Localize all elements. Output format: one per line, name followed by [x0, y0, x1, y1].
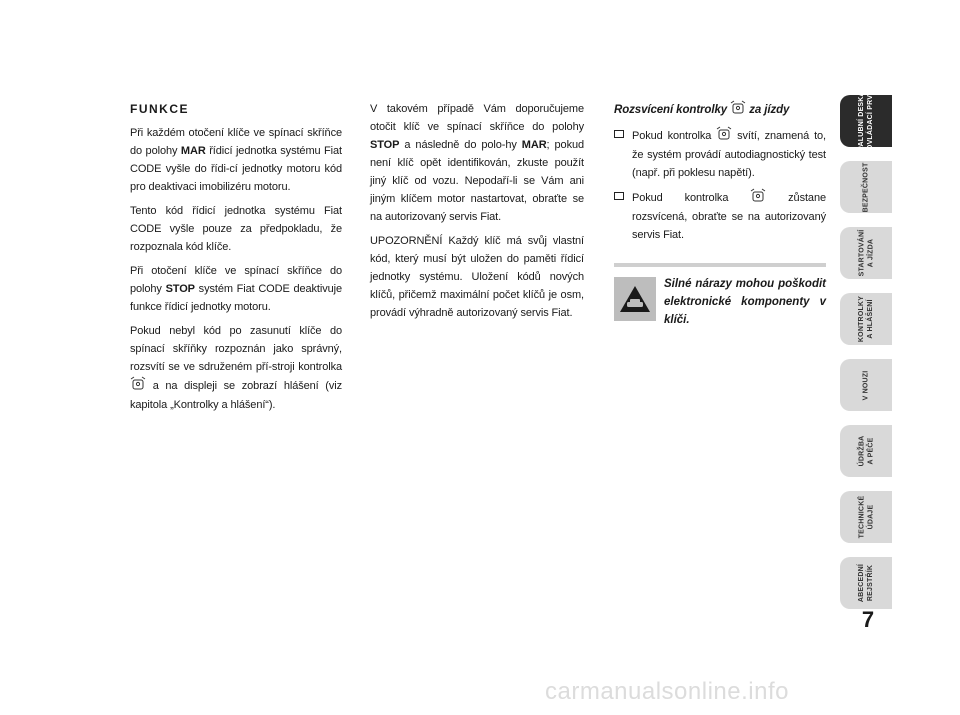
paragraph-mar [130, 124, 342, 196]
tab-label [862, 162, 871, 212]
tab-kontrolky[interactable] [840, 293, 892, 345]
text: Pokud kontrolka [632, 191, 751, 204]
bullet-item [614, 188, 826, 244]
text: ; pokud není klíč opět identifikován, zkuste použít jiný klíč od vozu. Nepodaří-li se Vám ani jiným klíčem motor nastartovat, obraťte se na autorizovaný servis Fiat. [370, 139, 585, 223]
text: Pokud kontrolka [632, 129, 717, 142]
warning-text: Silné nárazy mohou poškodit elektronické komponenty v klíči. [664, 278, 826, 326]
tab-label [857, 564, 875, 602]
tab-label-line: ÚDRŽBA [857, 435, 865, 467]
paragraph-code: Tento kód řídicí jednotka systému Fiat CODE vyšle pouze za předpokladu, že rozpoznala kód klíče. [130, 205, 342, 253]
text: Při otočení klíče ve spínací skříňce do polohy [130, 265, 342, 295]
tab-label-line: V NOUZI [862, 370, 870, 400]
text: a na displeji se zobrazí hlášení (viz kapitola „Kontrolky a hlášení“). [130, 379, 342, 411]
tab-label-line: ABECEDNÍ [857, 563, 865, 603]
tab-label [861, 370, 870, 400]
tab-label-line: A JÍZDA [866, 238, 874, 268]
tab-label-line: ÚDAJE [866, 504, 874, 530]
tab-label-line: PALUBNÍ DESKA [858, 91, 865, 151]
tab-label [857, 230, 875, 277]
page-number: 7 [861, 607, 875, 632]
bullet-item [614, 126, 826, 182]
tab-label [857, 296, 875, 342]
chapter-tabs [840, 84, 892, 623]
text: a následně do polo-hy [399, 139, 522, 151]
bullet-square-icon [614, 192, 624, 200]
tab-label-line: A HLÁŠENÍ [866, 299, 874, 339]
tab-technicke-udaje[interactable] [840, 491, 892, 543]
middle-column [370, 100, 584, 328]
key-warning-light-icon [716, 126, 732, 146]
tab-label-line: TECHNICKÉ [857, 495, 865, 539]
key-position-mar: MAR [180, 145, 206, 157]
tab-label-line: A OVLÁDACÍ PRVKY [867, 84, 874, 158]
tab-label-line: A PÉČE [866, 437, 874, 465]
tab-label [857, 85, 875, 157]
car-skid-warning-icon [614, 277, 656, 321]
left-column [130, 100, 342, 420]
paragraph-recommendation [370, 100, 584, 226]
paragraph-notice: UPOZORNĚNÍ Každý klíč má svůj vlastní kód, který musí být uložen do paměti řídicí jednotky systému. Uložení kódů nových klíčů, přičemž maximální počet klíčů je osm, provádí výhradně autorizovaný servis Fiat. [370, 235, 584, 319]
text: systém Fiat CODE deaktivuje funkce řídicí jednotky motoru. [130, 283, 342, 313]
watermark: carmanualsonline.info [545, 678, 789, 705]
bullet-text [632, 188, 826, 244]
section-heading: FUNKCE [130, 102, 189, 116]
text: Při každém otočení klíče ve spínací skříňce do polohy [130, 127, 342, 157]
tab-startovani[interactable] [840, 227, 892, 279]
tab-bezpecnost[interactable] [840, 161, 892, 213]
right-column [614, 100, 826, 250]
text: V takovém případě Vám doporučujeme otočit klíč ve spínací skříňce do polohy [370, 103, 584, 133]
key-position-stop: STOP [370, 139, 400, 151]
key-warning-light-icon [750, 188, 766, 208]
key-position-mar: MAR [521, 139, 547, 151]
tab-palubni-deska[interactable] [840, 84, 892, 158]
text: Pokud nebyl kód po zasunutí klíče do spínací skříňky rozpoznán jako správný, rozsvítí se ve sdruženém pří-stroji kontrolka [130, 325, 342, 373]
warning-box [614, 263, 826, 326]
subheading-light-while-driving [614, 100, 826, 120]
key-warning-light-icon [130, 376, 146, 396]
bullet-square-icon [614, 130, 624, 138]
tab-label [857, 436, 875, 467]
key-position-stop: STOP [165, 283, 195, 295]
tab-label-line: BEZPEČNOST [862, 162, 870, 212]
text: řídicí jednotka systému Fiat CODE vyšle do řídi-cí jednotky motoru kód pro deaktivaci imobilizéru motoru. [130, 145, 342, 193]
paragraph-warning-light [130, 322, 342, 414]
paragraph-stop [130, 262, 342, 316]
tab-label [857, 496, 875, 539]
tab-v-nouzi[interactable] [840, 359, 892, 411]
text: svítí, znamená to, že systém provádí autodiagnostický test (např. při poklesu napětí). [632, 129, 826, 179]
bullet-text [632, 126, 826, 182]
tab-label-line: REJSTŘÍK [866, 564, 874, 602]
text: za jízdy [746, 104, 790, 117]
tab-label-line: KONTROLKY [857, 295, 865, 343]
tab-label-line: STARTOVÁNÍ [857, 229, 865, 277]
tab-udrzba[interactable] [840, 425, 892, 477]
text: zůstane rozsvícená, obraťte se na autorizovaný servis Fiat. [632, 191, 826, 241]
text: Rozsvícení kontrolky [614, 104, 731, 117]
key-warning-light-icon [730, 100, 746, 120]
tab-rejstrik[interactable] [840, 557, 892, 609]
